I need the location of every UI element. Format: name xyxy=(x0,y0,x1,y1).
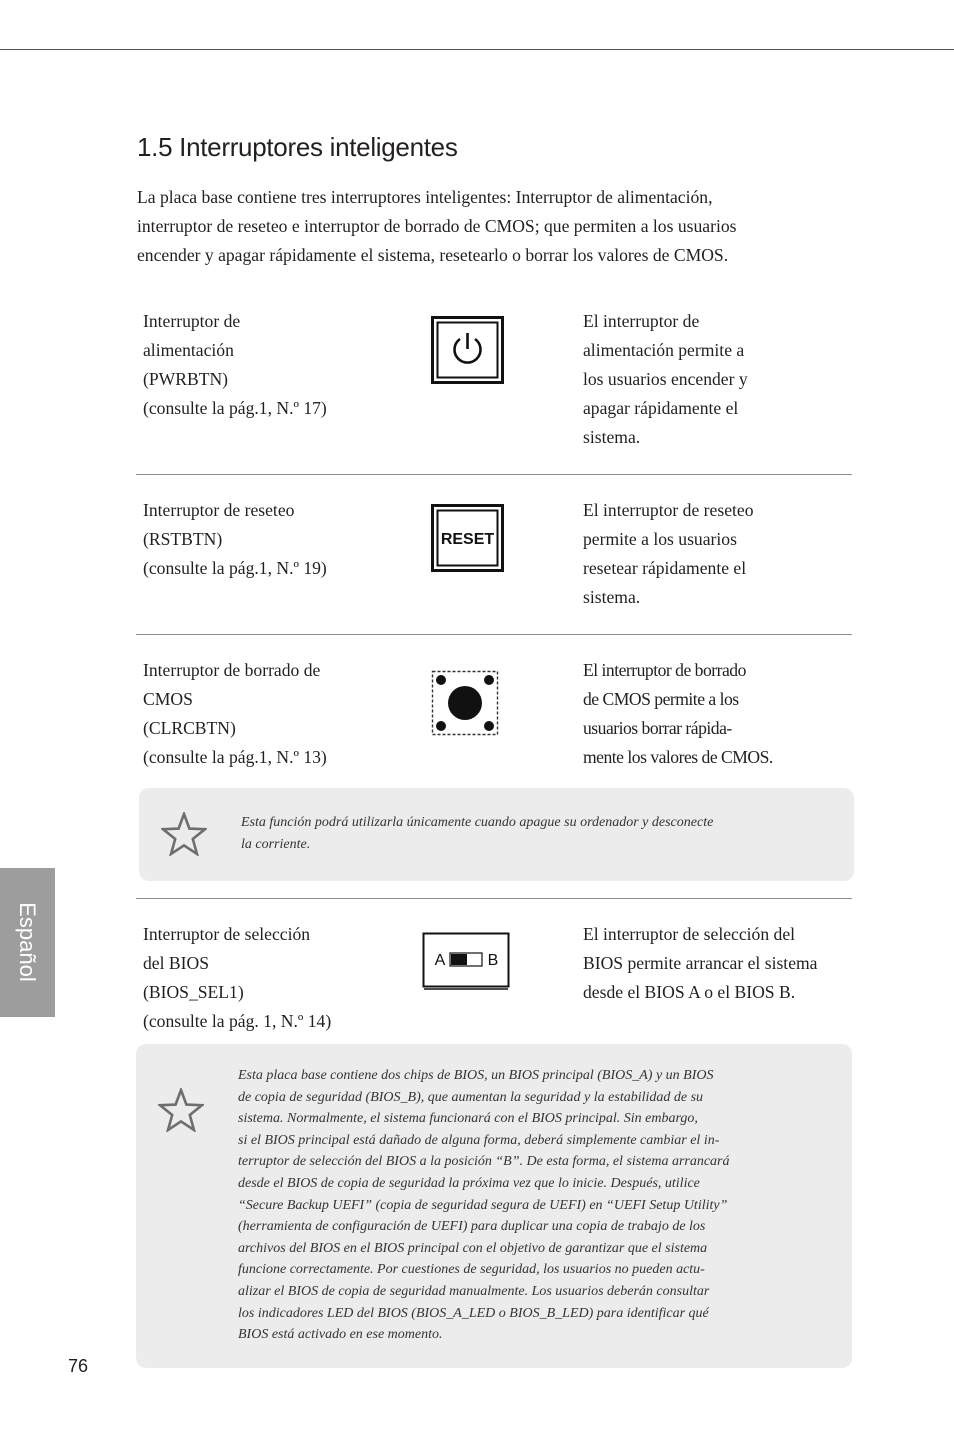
intro-line: La placa base contiene tres interruptores inteligentes: Interruptor de alimentación, xyxy=(137,187,713,207)
bios-a-label: A xyxy=(434,952,446,969)
row-divider xyxy=(136,634,852,635)
bios-switch-description: El interruptor de selección del BIOS permite arrancar el sistema desde el BIOS A o el BIOS B. xyxy=(583,924,818,1002)
section-title: 1.5 Interruptores inteligentes xyxy=(137,132,458,162)
bios-selector-icon xyxy=(422,932,510,991)
reset-switch-name: Interruptor de reseteo (RSTBTN) (consulte la pág.1, N.º 19) xyxy=(143,500,327,578)
row-divider xyxy=(136,474,852,475)
star-icon xyxy=(161,812,207,856)
bios-switch-name: Interruptor de selección del BIOS (BIOS_SEL1) (consulte la pág. 1, N.º 14) xyxy=(143,924,332,1031)
note-box xyxy=(139,788,854,881)
reset-icon-label: RESET xyxy=(440,531,495,548)
intro-line: encender y apagar rápidamente el sistema, resetearlo o borrar los valores de CMOS. xyxy=(137,245,729,265)
row-divider xyxy=(136,898,852,899)
reset-switch-description: El interruptor de reseteo permite a los usuarios resetear rápidamente el sistema. xyxy=(583,500,754,607)
note-text: Esta función podrá utilizarla únicamente cuando apague su ordenador y desconecte la corriente. xyxy=(241,815,714,852)
tactile-switch-icon xyxy=(431,670,499,736)
power-switch-description: El interruptor de alimentación permite a los usuarios encender y apagar rápidamente el sistema. xyxy=(583,311,748,447)
language-tab xyxy=(0,868,55,1017)
bios-b-label: B xyxy=(487,952,499,969)
intro-paragraph xyxy=(137,183,837,270)
clrcmos-switch-description: El interruptor de borrado de CMOS permite a los usuarios borrar rápida- mente los valores de CMOS. xyxy=(583,660,773,767)
power-switch-name: Interruptor de alimentación (PWRBTN) (consulte la pág.1, N.º 17) xyxy=(143,311,327,418)
header-rule xyxy=(0,49,954,50)
language-tab-label: Español xyxy=(15,902,40,982)
power-icon xyxy=(431,316,504,384)
clrcmos-switch-name: Interruptor de borrado de CMOS (CLRCBTN) (consulte la pág.1, N.º 13) xyxy=(143,660,327,767)
note-box xyxy=(136,1044,852,1368)
reset-icon xyxy=(431,504,504,572)
intro-line: interruptor de reseteo e interruptor de borrado de CMOS; que permiten a los usuarios xyxy=(137,216,737,236)
star-icon xyxy=(158,1088,204,1132)
page-number: 76 xyxy=(68,1356,89,1376)
note-text: Esta placa base contiene dos chips de BIOS, un BIOS principal (BIOS_A) y un BIOS de copia de seguridad (BIOS_B), que aumentan la seguridad y la estabilidad de su sistema. Normalmente, el sistema funcionará con el BIOS principal. Sin embargo, si el BIOS principal está dañado de alguna forma, deberá simplemente cambiar el in- terruptor de selección del BIOS a la posición “B”. De esta forma, el sistema arrancará desde el BIOS de copia de seguridad la próxima vez que lo inicie. Después, utilice “Secure Backup UEFI” (copia de seguridad segura de UEFI) en “UEFI Setup Utility” (herramienta de configuración de UEFI) para duplicar una copia de trabajo de los archivos del BIOS en el BIOS principal con el objetivo de garantizar que el sistema funcione correctamente. Por cuestiones de seguridad, los usuarios no pueden actu- alizar el BIOS de copia de seguridad manualmente. Los usuarios deberán consultar los indicadores LED del BIOS (BIOS_A_LED o BIOS_B_LED) para identificar qué BIOS está activado en ese momento. xyxy=(238,1068,730,1343)
